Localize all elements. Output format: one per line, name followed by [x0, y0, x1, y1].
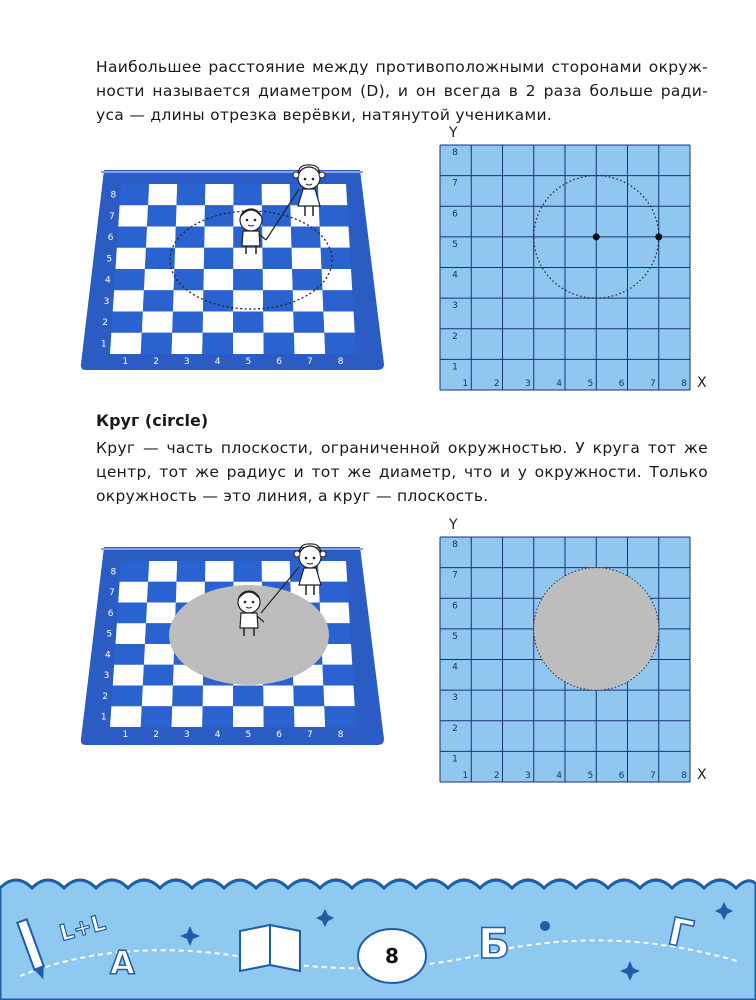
board-col-label: 6 — [276, 730, 282, 740]
x-axis-label: X — [697, 375, 707, 391]
letter-g: Г — [664, 909, 698, 958]
board-square — [293, 312, 324, 333]
board-square — [319, 205, 349, 226]
board-square — [172, 706, 203, 727]
board-square — [203, 312, 233, 333]
board-square — [292, 248, 322, 269]
circle-paragraph — [96, 436, 708, 508]
board-row-label: 1 — [100, 339, 107, 350]
board-col-label: 1 — [122, 730, 129, 740]
board-square — [142, 686, 173, 707]
board-square — [233, 706, 264, 727]
coordinate-grid-circle — [435, 125, 715, 395]
board-square — [322, 665, 353, 686]
board-square — [148, 184, 177, 205]
board-square — [202, 706, 233, 727]
board-square — [174, 248, 204, 269]
board-square — [263, 312, 294, 333]
y-tick-label: 2 — [452, 723, 458, 734]
board-square — [146, 603, 176, 624]
board-square — [233, 312, 263, 333]
x-tick-label: 8 — [681, 379, 687, 389]
x-tick-label: 5 — [587, 771, 594, 781]
board-row-label: 4 — [104, 650, 111, 661]
x-tick-label: 7 — [650, 771, 656, 781]
board-square — [172, 686, 203, 707]
y-tick-label: 5 — [452, 631, 458, 642]
board-square — [205, 205, 234, 226]
board-square — [319, 582, 349, 603]
y-tick-label: 3 — [452, 301, 458, 312]
board-square — [323, 686, 354, 707]
board-square — [233, 686, 263, 707]
x-tick-label: 2 — [493, 379, 500, 389]
board-row-label: 6 — [107, 608, 114, 619]
board-square — [203, 686, 233, 707]
board-square — [205, 184, 234, 205]
board-col-label: 2 — [153, 357, 159, 367]
y-tick-label: 1 — [452, 754, 458, 765]
board-square — [148, 561, 177, 582]
x-tick-label: 3 — [525, 771, 531, 781]
board-square — [117, 603, 147, 624]
board-col-label: 2 — [153, 730, 159, 740]
board-square — [233, 184, 261, 205]
board-square — [262, 184, 291, 205]
x-tick-label: 1 — [462, 771, 469, 781]
board-square — [120, 561, 150, 582]
y-tick-label: 3 — [452, 693, 458, 704]
board-col-label: 8 — [337, 730, 344, 740]
board-square — [204, 227, 233, 248]
board-square — [143, 290, 174, 311]
board-square — [233, 561, 261, 582]
y-tick-label: 7 — [452, 570, 458, 581]
board-square — [293, 686, 324, 707]
board-row-label: 3 — [103, 296, 110, 307]
text-line: ности называется диаметром (D), и он всегда в 2 раза больше ради- — [96, 82, 708, 100]
board-square — [141, 333, 172, 354]
board-square — [263, 333, 294, 354]
board-row-label: 7 — [109, 588, 115, 599]
board-square — [118, 582, 148, 603]
board-square — [114, 644, 145, 665]
dot-decoration — [540, 921, 550, 931]
board-square — [322, 290, 353, 311]
board-square — [144, 644, 174, 665]
board-square — [293, 290, 324, 311]
board-square — [321, 248, 351, 269]
letter-b: Б — [478, 919, 511, 968]
y-tick-label: 5 — [452, 239, 458, 250]
board-square — [291, 227, 321, 248]
chessboard-illustration-circle — [80, 168, 386, 372]
board-col-label: 5 — [245, 357, 252, 367]
board-square — [263, 686, 294, 707]
data-point — [593, 233, 600, 240]
formula-text: L+L — [57, 910, 109, 947]
board-square — [174, 269, 204, 290]
board-square — [204, 248, 234, 269]
x-axis-label: X — [697, 767, 707, 783]
board-row-label: 8 — [110, 190, 117, 201]
board-row-label: 5 — [106, 629, 113, 640]
board-square — [142, 312, 173, 333]
board-row-label: 1 — [100, 712, 107, 723]
letter-a: А — [110, 944, 135, 982]
board-row-label: 4 — [104, 275, 111, 286]
board-square — [120, 184, 150, 205]
board-square — [116, 623, 146, 644]
data-point — [655, 233, 662, 240]
x-tick-label: 1 — [462, 379, 469, 389]
x-tick-label: 4 — [556, 771, 562, 781]
board-col-label: 4 — [214, 730, 221, 740]
board-square — [143, 665, 174, 686]
y-tick-label: 6 — [452, 209, 458, 220]
y-tick-label: 1 — [452, 362, 458, 373]
y-tick-label: 2 — [452, 331, 458, 342]
board-square — [118, 205, 148, 226]
x-tick-label: 8 — [681, 771, 687, 781]
board-square — [175, 227, 205, 248]
y-tick-label: 7 — [452, 178, 458, 189]
board-col-label: 3 — [184, 357, 190, 367]
board-square — [113, 665, 144, 686]
board-square — [262, 227, 291, 248]
y-axis-label: Y — [449, 125, 458, 141]
y-tick-label: 4 — [452, 270, 458, 281]
board-square — [173, 290, 203, 311]
footer-band — [0, 866, 756, 1000]
y-tick-label: 6 — [452, 601, 458, 612]
board-square — [318, 184, 347, 205]
board-square — [141, 706, 172, 727]
board-square — [172, 312, 203, 333]
board-square — [262, 561, 291, 582]
board-square — [318, 561, 347, 582]
board-col-label: 1 — [122, 357, 129, 367]
x-tick-label: 4 — [556, 379, 562, 389]
board-row-label: 8 — [110, 567, 117, 578]
board-square — [263, 706, 294, 727]
board-square — [177, 561, 206, 582]
board-square — [294, 333, 325, 354]
board-square — [147, 205, 177, 226]
x-tick-label: 6 — [618, 379, 625, 389]
board-col-label: 5 — [245, 730, 252, 740]
x-tick-label: 5 — [587, 379, 594, 389]
board-square — [233, 333, 264, 354]
x-tick-label: 7 — [650, 379, 656, 389]
board-row-label: 3 — [103, 671, 110, 682]
board-col-label: 6 — [276, 357, 282, 367]
board-row-label: 5 — [106, 254, 113, 265]
board-square — [294, 706, 325, 727]
board-col-label: 4 — [214, 357, 221, 367]
chessboard-illustration-disk — [80, 545, 386, 745]
section-heading: Круг (circle) — [96, 411, 209, 430]
board-square — [110, 706, 142, 727]
disk-shape — [534, 568, 659, 691]
board-square — [323, 312, 354, 333]
y-tick-label: 8 — [452, 148, 458, 158]
board-col-label: 7 — [307, 730, 313, 740]
board-square — [113, 290, 144, 311]
text-line: Круг — часть плоскости, ограниченной окружностью. У круга тот же — [96, 439, 708, 457]
text-line: Наибольшее расстояние между противоположными сторонами окруж- — [96, 58, 708, 76]
book-icon — [240, 925, 300, 971]
board-square — [205, 561, 234, 582]
board-square — [117, 227, 147, 248]
board-square — [116, 248, 146, 269]
board-row-label: 2 — [102, 318, 108, 329]
board-square — [322, 269, 353, 290]
board-square — [111, 312, 142, 333]
board-square — [263, 269, 293, 290]
y-tick-label: 4 — [452, 662, 458, 673]
board-square — [233, 269, 263, 290]
board-row-label: 7 — [109, 211, 115, 222]
board-row-label: 6 — [107, 233, 114, 244]
board-square — [233, 248, 262, 269]
board-square — [202, 333, 233, 354]
coordinate-grid-disk — [435, 517, 715, 787]
text-line: уса — длины отрезка верёвки, натянутой учениками. — [96, 106, 553, 124]
board-square — [147, 582, 177, 603]
intro-paragraph — [96, 55, 708, 127]
board-col-label: 3 — [184, 730, 190, 740]
board-row-label: 2 — [102, 691, 108, 702]
board-square — [320, 227, 350, 248]
board-square — [110, 333, 142, 354]
board-square — [111, 686, 142, 707]
board-square — [203, 269, 233, 290]
x-tick-label: 6 — [618, 771, 625, 781]
text-line: окружность — это линия, а круг — плоскость. — [96, 487, 489, 505]
board-square — [262, 248, 292, 269]
board-square — [146, 227, 176, 248]
board-square — [324, 333, 356, 354]
board-square — [203, 290, 233, 311]
y-tick-label: 8 — [452, 540, 458, 550]
board-col-label: 8 — [337, 357, 344, 367]
board-square — [324, 706, 356, 727]
board-col-label: 7 — [307, 357, 313, 367]
page-number: 8 — [385, 944, 399, 968]
text-line: центр, тот же радиус и тот же диаметр, что и у окружности. Только — [96, 463, 708, 481]
x-tick-label: 2 — [493, 771, 500, 781]
board-square — [172, 333, 203, 354]
x-tick-label: 3 — [525, 379, 531, 389]
board-square — [114, 269, 145, 290]
board-square — [176, 205, 205, 226]
y-axis-label: Y — [449, 517, 458, 533]
board-square — [144, 269, 174, 290]
board-square — [177, 184, 206, 205]
